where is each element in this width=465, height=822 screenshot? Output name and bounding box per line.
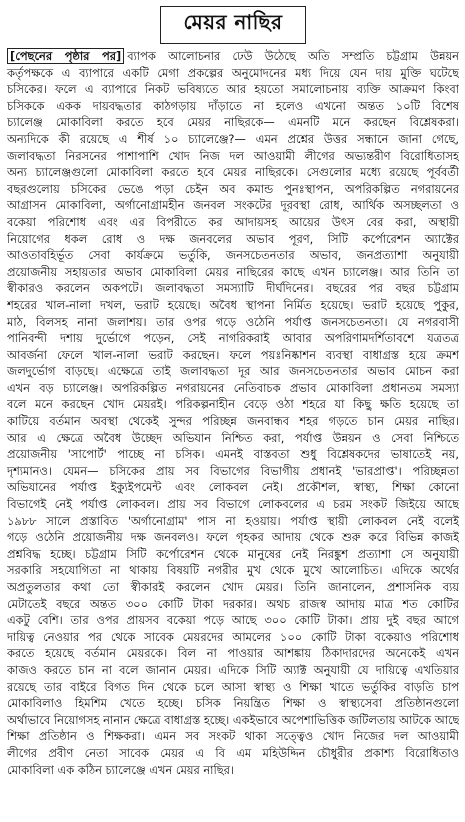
article-line: দায়িত্ব নেওয়ার পর থেকে সাবেক মেয়রদের আমলের ১০০ কোটি টাকা বকেয়াও পরিশোধ [7, 629, 459, 644]
article-line: আবর্জনা ফেলে খাল-নালা ভরাট করছেন। ফলে পয়ঃনিষ্কাশন ব্যবস্থা বাধাগ্রস্ত হয়ে ক্রমশ [7, 347, 459, 362]
article-line: কাজও করতে চান না বলে জানান মেয়র। এদিকে সিটি অ্যাক্ট অনুযায়ী যে দায়িত্বে এখতিয়ার [7, 662, 459, 677]
article-line: মোকাবিলাও হিমশিম খেতে হচ্ছে। চসিক নিয়ন্ত্রিত শিক্ষা ও স্বাস্থ্যসেবা প্রতিষ্ঠানগুলো [7, 696, 459, 711]
article-line: মেটাতেই বছরে অন্তত ৩০০ কোটি টাকা দরকার। অথচ রাজস্ব আদায় মাত্র শত কোটির [7, 596, 459, 611]
article-line: চসিককে একক দায়বদ্ধতার কাঠগড়ায় দাঁড়াতে না হলেও এখনো অন্তত ১০টি বিশেষ [7, 98, 459, 113]
article-line: শহরের খাল-নালা দখল, ভরাট হয়েছে। অবৈধ স্থাপনা নির্মিত হয়েছে। ভরাট হয়েছে পুকুর, [7, 297, 459, 312]
article-line: অপ্রতুলতার কথা তো স্বীকারই করলেন খোদ মেয়র। তিনি জানালেন, প্রশাসনিক ব্যয় [7, 580, 459, 594]
article-line: প্রয়োজনীয় 'সাপোর্ট' পাচ্ছে না চসিক। এমনই বাস্তবতা শুধু বিশ্লেষকদের ভাষাতেই নয়, [7, 447, 459, 462]
article-line: বছরগুলোয় চসিকের ভেঙে পড়া চেইন অব কমান্ড পুনঃস্থাপন, অপরিকল্পিত নগরায়নের [7, 181, 459, 196]
article-line: অন্যদিকে কী রয়েছে এ শীর্ষ ১০ চ্যালেঞ্জে?— এমন প্রশ্নের উত্তর সন্ধানে জানা গেছে, [7, 131, 459, 146]
article-line: আওতাবহির্ভূত সেবা কার্যক্রমে ভর্তুকি, জনসচেতনতার অভাব, জনপ্রত্যাশা অনুযায়ী [7, 248, 459, 263]
article-line: একটু বেশি। তার ওপর প্রায়সব বকেয়া পড়ে আছে ৩০০ কোটি টাকা। প্রায় দুই বছর আগে [7, 613, 459, 628]
article-line: বকেয়া পরিশোধ এবং এর বিপরীতে কর আদায়সহ আয়ের উৎস বের করা, অস্থায়ী [7, 214, 459, 229]
article-line: অর্থাভাবে নিয়োগসহ নানান ক্ষেত্রে বাধাগ্রস্ত হচ্ছে। একইভাবে অপেশাভিত্তিক জটিলতায় আটকে আছে [7, 712, 459, 727]
article-line: চসিকের। ফলে এ ব্যাপারে নিকট ভবিষ্যতে আর হয়তো সমালোচনায় ব্যক্তি আক্রমণ কিংবা [7, 82, 459, 97]
continuation-label: [পেছনের পৃষ্ঠার পর] [7, 48, 124, 64]
headline: মেয়র নাছির [160, 6, 305, 44]
article-line: স্বীকারও করলেন অকপটে। জলাবদ্ধতা সমস্যাটি দীর্ঘদিনের। বছরের পর বছর চট্টগ্রাম [7, 281, 459, 296]
article-line: দৃশ্যমানও। যেমন— চসিকের প্রায় সব বিভাগের বিভাগীয় প্রধানই 'ভারপ্রাপ্ত'। পরিচ্ছন্নতা [7, 463, 459, 478]
article-line: করতে হয়েছে বর্তমান মেয়রকে। বিল না পাওয়ার আশঙ্কায় ঠিকাদারদের অনেকেই এখন [7, 646, 459, 661]
article-line: আর এ ক্ষেত্রে অবৈধ উচ্ছেদ অভিযান নিশ্চিত করা, পর্যাপ্ত উন্নয়ন ও সেবা নিশ্চিতে [7, 430, 459, 445]
article-line: শিক্ষা প্রতিষ্ঠান ও শিক্ষকরা। এমন সব সংকট থাকা সত্ত্বেও খোদ নিজের দল আওয়ামী [7, 729, 459, 744]
article-line: গড়ে ওঠেনি প্রয়োজনীয় দক্ষ জনবলও। ফলে গৃহকর আদায় থেকে শুরু করে বিভিন্ন কাজই [7, 530, 459, 545]
article-line: আগ্রাসন মোকাবিলা, অর্গানোগ্রামহীন জনবল সংকটের দূরবস্থা রোধ, আর্থিক অসচ্ছলতা ও [7, 198, 459, 213]
article-line: রয়েছে তার বাইরে বিগত দিন থেকে চলে আসা স্বাস্থ্য ও শিক্ষা খাতে ভর্তুকির বাড়তি চাপ [7, 679, 459, 694]
article-line [7, 48, 459, 65]
article-line: নিয়োগের ধকল রোধ ও দক্ষ জনবলের অভাব পূরণ, সিটি কর্পোরেশন অ্যাক্টের [7, 231, 459, 246]
article-line: লীগের প্রবীণ নেতা সাবেক মেয়র এ বি এম মহিউদ্দিন চৌধুরীর প্রকাশ্য বিরোধিতাও [7, 745, 459, 760]
article-line-text: ব্যাপক আলোচনার ঢেউ উঠেছে অতি সম্প্রতি চট্টগ্রাম উন্নয়ন [127, 49, 459, 63]
article-line: সরকারি সহযোগিতা না থাকায় বিষয়টি নগরীর মুখ থেকে মুখে আলোচিত। এদিকে অর্থের [7, 563, 459, 578]
article-line: চ্যালেঞ্জ মোকাবিলা করতে হবে মেয়র নাছিরকে— এমনটি মনে করছেন বিশ্লেষকরা। [7, 115, 459, 130]
article-line: অভিযানের পর্যাপ্ত ইক্যুইপমেন্ট এবং লোকবল নেই। প্রকৌশল, স্বাস্থ্য, শিক্ষা কোনো [7, 480, 459, 495]
article-line: প্রয়োজনীয় সহায়তার অভাব মোকাবিলা মেয়র নাছিরের কাছে এখন চ্যালেঞ্জ। আর তিনি তা [7, 264, 459, 279]
article-line: বিভাগেই নেই পর্যাপ্ত লোকবল। প্রায় সব বিভাগে লোকবলের এ চরম সংকট জিইয়ে আছে [7, 497, 459, 512]
article-line: কাটিয়ে বর্তমান অবস্থা থেকেই সুন্দর পরিচ্ছন্ন জনবান্ধব শহর গড়তে চান মেয়র নাছির। [7, 414, 459, 429]
article-line: জলাবদ্ধতা নিরসনের পাশাপাশি খোদ নিজ দল আওয়ামী লীগের অভ্যন্তরীণ বিরোধিতাসহ [7, 148, 459, 163]
article-line: বলে মনে করছেন খোদ মেয়রই। পরিকল্পনাহীন বেড়ে ওঠা শহরে যা কিছু ক্ষতি হয়েছে তা [7, 397, 459, 412]
article-line: অন্য চ্যালেঞ্জগুলো মোকাবিলা করতে হবে মেয়র নাছিরকে। সেগুলোর মধ্যে রয়েছে পূর্ববর্তী [7, 165, 459, 180]
article-line: কর্তৃপক্ষকে এ ব্যাপারে একটি মেগা প্রকল্পের অনুমোদনের মধ্য দিয়ে যেন দায় মুক্তি ঘটেছে [7, 65, 459, 80]
article-line: পানিবন্দী দশায় দুর্ভোগে পড়েন, সেই নাগরিকরাই আবার অপরিণামদর্শিতাবশে যত্রতত্র [7, 331, 459, 346]
article-line: মোকাবিলা এক কঠিন চ্যালেঞ্জে এখন মেয়র নাছির। [7, 762, 234, 777]
article-line: ১৯৮৮ সালে প্রস্তাবিত 'অর্গানোগ্রাম' পাস না হওয়ায়। পর্যাপ্ত স্থায়ী লোকবল নেই বলেই [7, 513, 459, 528]
article-line: এখন বড় চ্যালেঞ্জ। অপরিকল্পিত নগরায়নের নেতিবাচক প্রভাব মোকাবিলা প্রধানতম সমস্যা [7, 380, 459, 395]
article-body [7, 48, 459, 778]
article-line: জলদুর্ভোগ বাড়ছে। এক্ষেত্রে তাই জলাবদ্ধতা দূর আর জনসচেতনতার অভাব মোচন করা [7, 364, 459, 379]
article-line: প্রশ্নবিদ্ধ হচ্ছে। চট্টগ্রাম সিটি কর্পোরেশন থেকে মানুষের নেই নিরঙ্কুশ প্রত্যাশা সে অনুযায়ী [7, 546, 459, 561]
headline-row [7, 4, 459, 44]
article-line: মাঠ, বিলসহ নানা জলাশয়। তার ওপর গড়ে ওঠেনি পর্যাপ্ত জনসচেতনতা। যে নগরবাসী [7, 314, 459, 329]
